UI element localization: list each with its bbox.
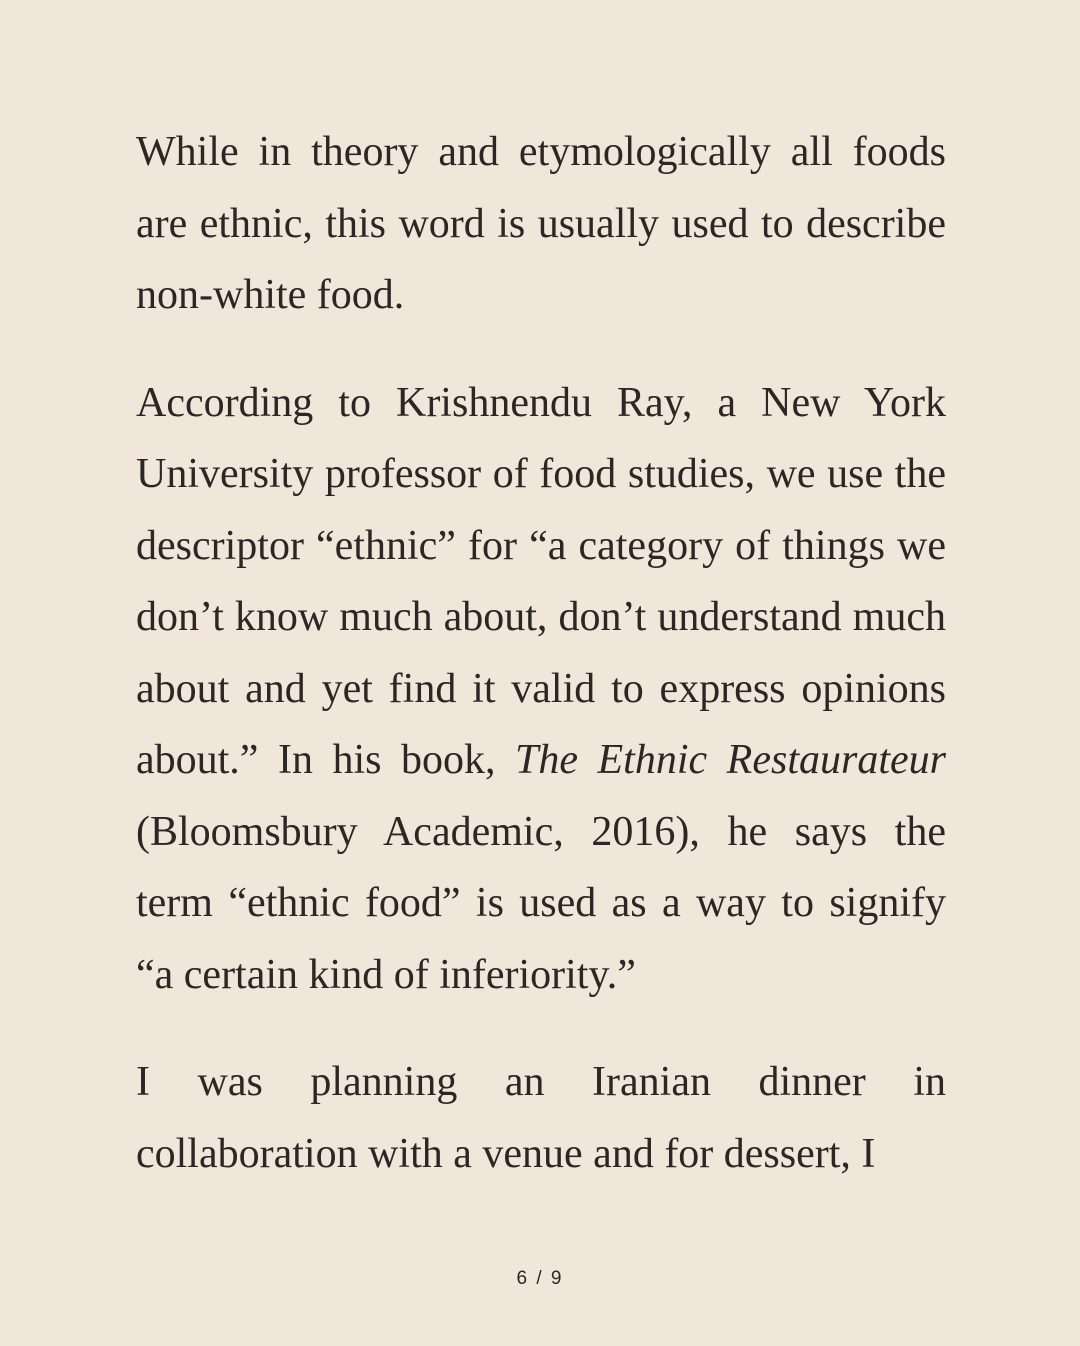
paragraph-2 <box>136 368 946 1012</box>
paragraph-2-text-start: According to Krishnendu Ray, a New York University professor of food studies, we use the descriptor “ethnic” for “a category of things we don’t know much about, don’t understand much about and yet find it valid to express opinions about.” In his book, <box>136 379 946 783</box>
article-text <box>136 117 946 1226</box>
book-title: The Ethnic Restaurateur <box>515 737 946 783</box>
paragraph-1: While in theory and etymologically all foods are ethnic, this word is usually used to describe non-white food. <box>136 129 946 318</box>
page-number: 6 / 9 <box>516 1268 564 1289</box>
paragraph-2-text-end: (Bloomsbury Academic, 2016), he says the term “ethnic food” is used as a way to signify “a certain kind of inferiority.” <box>136 808 946 998</box>
paragraph-3: I was planning an Iranian dinner in collaboration with a venue and for dessert, I <box>136 1059 946 1177</box>
